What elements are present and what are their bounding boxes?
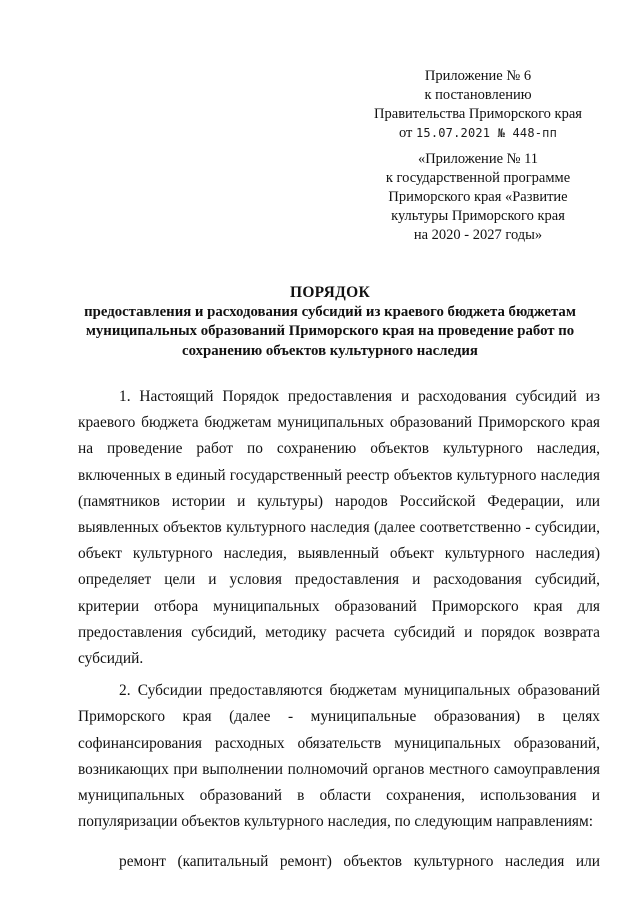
appendix-11-line-3: Приморского края «Развитие [388,189,568,205]
document-body [78,384,600,882]
paragraph-2: 2. Субсидии предоставляются бюджетам муниципальных образований Приморского края (далее - муниципальные образования) в целях софинансирования расходных обязательств муниципальных образований, возникающих при выполнении полномочий органов местного самоуправления муниципальных образований в области сохранения, использования и популяризации объектов культурного наследия, по следующим направлениям: [78,682,600,831]
appendix-11-header [358,150,598,245]
title-line-1: предоставления и расходования субсидий из краевого бюджета бюджетам [84,303,576,320]
appendix-6-header [358,67,598,143]
appendix-11-line-5: на 2020 - 2027 годы» [413,227,543,243]
paragraph-1: 1. Настоящий Порядок предоставления и расходования субсидий из краевого бюджета бюджетам муниципальных образований Приморского края на проведение работ по сохранению объектов культурного наследия, включенных в единый государственный реестр объектов культурного наследия (памятников истории и культуры) народов Российской Федерации, или выявленных объектов культурного наследия (далее соответственно - субсидии, объект культурного наследия, выявленный объект культурного наследия) определяет цели и условия предоставления и расходования субсидий, критерии отбора муниципальных образований Приморского края для предоставления субсидий, методику расчета субсидий и порядок возврата субсидий. [78,388,600,668]
document-title [70,283,590,361]
title-line-2: муниципальных образований Приморского края на проведение работ по [85,323,575,339]
title-line-3: сохранению объектов культурного наследия [182,342,478,359]
title-main: ПОРЯДОК [289,284,371,301]
appendix-6-date-line [358,124,598,143]
appendix-6-line-2: к постановлению [424,87,532,103]
appendix-6-line-3: Правительства Приморского края [374,106,582,122]
appendix-6-line-1: Приложение № 6 [424,68,532,84]
appendix-11-line-4: культуры Приморского края [391,208,565,224]
paragraph-3: ремонт (капитальный ремонт) объектов культурного наследия или [119,853,600,871]
appendix-11-line-2: к государственной программе [385,170,571,186]
date-prefix: от [398,125,413,141]
appendix-11-line-1: «Приложение № 11 [417,151,539,167]
handwritten-date-number: 15.07.2021 № 448-пп [415,126,558,140]
